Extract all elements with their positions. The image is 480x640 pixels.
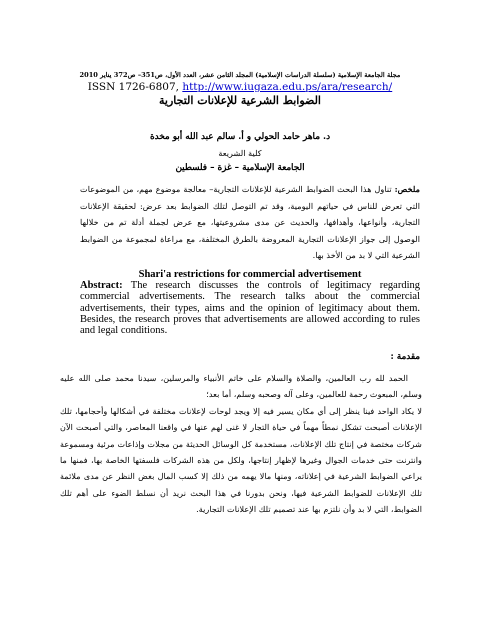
- arabic-abstract: [80, 181, 420, 264]
- arabic-abstract-text: تناول هذا البحث الضوابط الشرعية للإعلانات التجارية– معالجة موضوع مهم، من الموضوعات التي تعرض للناس في حياتهم اليومية، وقد تم التوصل لتلك الضوابط بعد عرض: لحقيقة الإعلانات التجارية، وأنواعها، وأهدافها، والحديث عن مدى مشروعيتها، مع عرض لجملة أدلة تم من خلالها الوصول إلى جواز الإعلانات التجارية المعروضة بالطرق المختلفة، مع مراعاة لمجموعة من الضوابط الشرعية التي لا بد من الأخذ بها.: [80, 184, 420, 260]
- intro-paragraph: لا يكاد الواحد فينا ينظر إلى أي مكان يسير فيه إلا ويجد لوحات لإعلانات مختلفة في أشكالها وأحجامها، تلك الإعلانات أصبحت تشكل نمطاً مهماً في حياة التجار لا غنى لهم عنها في واقعنا المعاصر، والتي أصبحت الآن شركات مختصة في إنتاج تلك الإعلانات، مستخدمة كل الوسائل الحديثة من مجلات وإذاعات مرئية ومسموعة وانترنت حتى خدمات الجوال وغيرها لإظهار إنتاجها، ولكل من هذه الشركات فلسفتها الخاصة بها، فمنها ما يراعي الضوابط الشرعية في إعلاناته، ومنها مالا يهمه من ذلك إلا كسب المال بغض النظر عن مدى ملائمة تلك الإعلانات للضوابط الشرعية فيها، ونحن بدورنا في هذا البحث نريد أن نسلط الضوء على أهم تلك الضوابط، التي لا بد وأن نلتزم بها عند تصميم تلك الإعلانات التجارية.: [60, 405, 422, 515]
- paper-title: الضوابط الشرعية للإعلانات التجارية: [158, 94, 321, 107]
- issn-label: ISSN 1726-6807,: [87, 81, 179, 93]
- english-title: Shari'a restrictions for commercial advertisement: [138, 269, 362, 280]
- intro-paragraph: الحمد لله رب العالمين، والصلاة والسلام على خاتم الأنبياء والمرسلين، سيدنا محمد صلى الله عليه وسلم، المبعوث رحمة للعالمين، وعلى آله وصحبه وسلم، أما بعد؛: [60, 373, 422, 400]
- english-abstract-text: The research discusses the controls of legitimacy regarding commercial advertisements. The research talks about the commercial advertisements, their types, aims and the opinion of legitimacy about them. Besides, the research proves that advertisements are allowed according to rules and legal conditions.: [80, 280, 420, 337]
- journal-reference: مجلة الجامعة الإسلامية (سلسلة الدراسات الإسلامية) المجلد الثامن عشر، العدد الأول، ص351– ص372 يناير 2010: [79, 71, 401, 79]
- college: كلية الشريعة: [218, 148, 262, 158]
- introduction-body: [60, 370, 422, 518]
- arabic-abstract-label: ملخص:: [394, 184, 420, 194]
- english-abstract: [80, 280, 420, 336]
- journal-url-link[interactable]: http://www.iugaza.edu.ps/ara/research/: [182, 81, 393, 93]
- university: الجامعة الإسلامية – غزة – فلسطين: [175, 163, 305, 173]
- english-abstract-label: Abstract:: [80, 280, 123, 291]
- issn-line: [60, 81, 420, 93]
- introduction-heading: مقدمة :: [390, 352, 420, 362]
- authors: د. ماهر حامد الحولي و أ. سالم عبد الله أبو مخدة: [150, 132, 330, 142]
